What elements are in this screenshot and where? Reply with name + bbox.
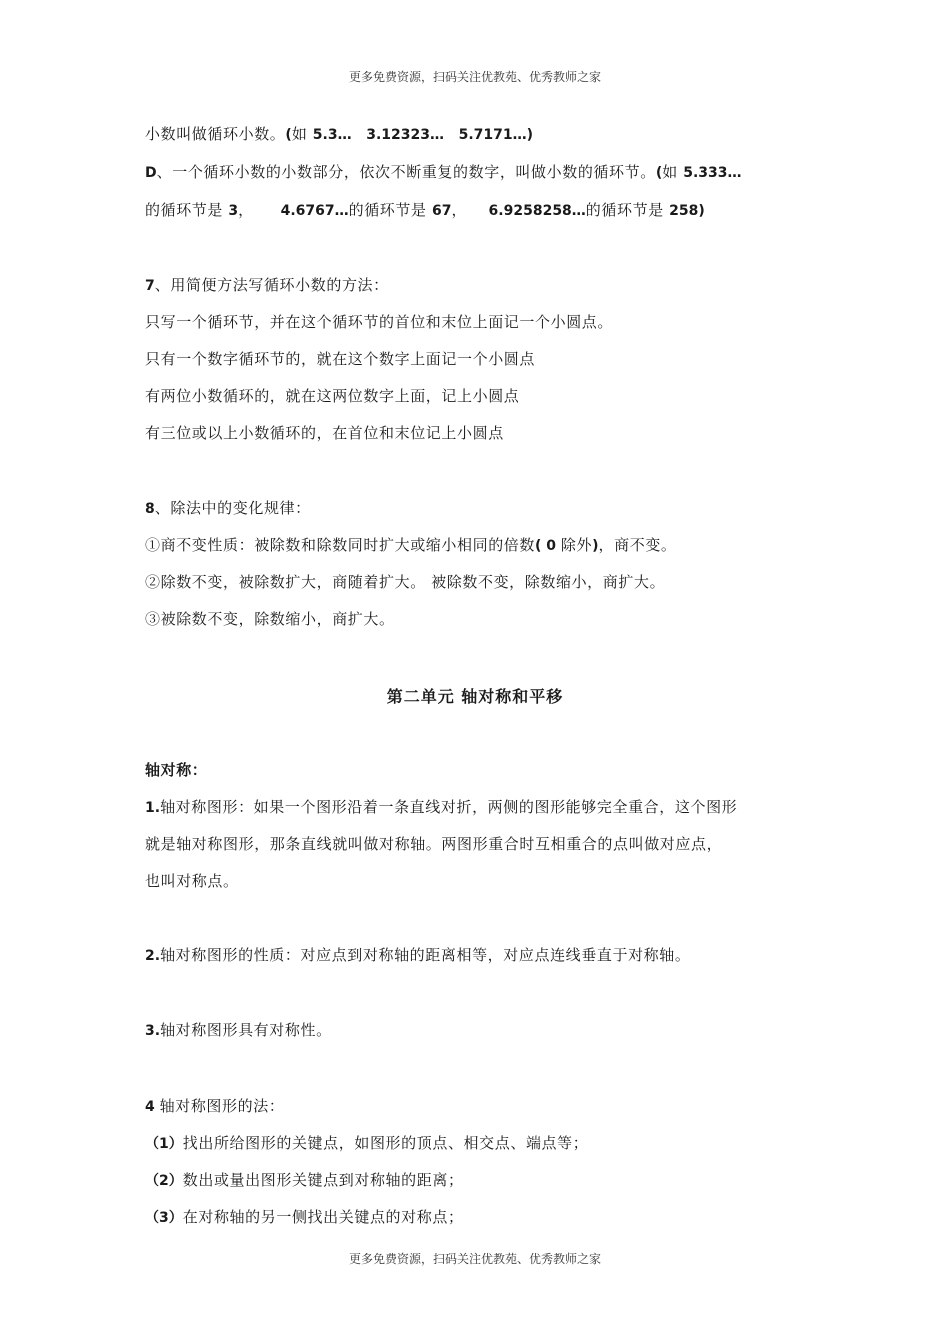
text-line <box>145 1207 464 1228</box>
text-span: 7 <box>145 278 155 294</box>
text-line <box>145 200 705 221</box>
text-span: D <box>145 165 157 181</box>
text-span: 如 <box>662 163 684 181</box>
text-span: 5.333… <box>683 165 742 181</box>
text-span: 5.3… 3.12323… 5.7171…) <box>312 127 534 143</box>
text-span: 的循环节是 <box>145 201 229 219</box>
text-span: 在对称轴的另一侧找出关键点的对称点； <box>182 1208 464 1226</box>
text-span: 除外 <box>560 536 593 554</box>
text-span: 的循环节是 <box>585 201 670 219</box>
text-line: ③被除数不变，除数缩小，商扩大。 <box>145 610 395 628</box>
text-span: 轴对称图形具有对称性。 <box>160 1021 332 1039</box>
section-7-heading <box>145 275 389 296</box>
text-span: （3） <box>145 1210 183 1226</box>
text-span: 轴对称图形的法： <box>159 1097 285 1115</box>
text-line <box>145 945 690 966</box>
text-line: 就是轴对称图形，那条直线就叫做对称轴。两图形重合时互相重合的点叫做对应点， <box>145 835 723 853</box>
text-span: 67 <box>431 203 452 219</box>
text-line <box>145 1133 588 1154</box>
text-span: ( <box>285 127 292 143</box>
text-span: 258) <box>669 203 705 219</box>
text-span: 轴对称图形的性质：对应点到对称轴的距离相等，对应点连线垂直于对称轴。 <box>160 946 691 964</box>
text-span: 3. <box>145 1023 161 1039</box>
text-line: 也叫对称点。 <box>145 872 239 890</box>
section-8-heading <box>145 498 311 519</box>
text-span: ( <box>655 165 663 181</box>
text-span: 、用简便方法写循环小数的方法： <box>154 276 389 294</box>
text-span: 、除法中的变化规律： <box>154 499 311 517</box>
text-span: 如 <box>291 125 313 143</box>
text-span: 2. <box>145 948 161 964</box>
text-span: 轴对称图形：如果一个图形沿着一条直线对折，两侧的图形能够完全重合，这个图形 <box>160 798 738 816</box>
unit-title: 第二单元 轴对称和平移 <box>386 687 564 706</box>
text-line: 有两位小数循环的，就在这两位数字上面，记上小圆点 <box>145 387 520 405</box>
page-footer: 更多免费资源，扫码关注优教苑、优秀教师之家 <box>348 1252 601 1266</box>
text-span: 3 <box>228 203 239 219</box>
text-span: 4.6767… <box>280 203 349 219</box>
text-line: 有三位或以上小数循环的，在首位和末位记上小圆点 <box>145 424 504 442</box>
text-span: 4 <box>145 1099 160 1115</box>
axis-symmetry-heading: 轴对称： <box>145 761 208 779</box>
text-line <box>145 162 742 183</box>
text-span: 、一个循环小数的小数部分，依次不断重复的数字，叫做小数的循环节。 <box>156 163 656 181</box>
text-span: ) <box>592 538 599 554</box>
text-span: 找出所给图形的关键点，如图形的顶点、相交点、端点等； <box>182 1134 589 1152</box>
text-line <box>145 797 737 818</box>
text-span: （1） <box>145 1136 183 1152</box>
text-span: 数出或量出图形关键点到对称轴的距离； <box>182 1171 464 1189</box>
text-line: ②除数不变，被除数扩大，商随着扩大。 被除数不变，除数缩小，商扩大。 <box>145 573 666 591</box>
text-line <box>145 535 677 556</box>
text-line <box>145 1096 284 1117</box>
text-span: ， <box>238 201 281 219</box>
text-line <box>145 1170 464 1191</box>
text-span: ，商不变。 <box>598 536 677 554</box>
page-header: 更多免费资源，扫码关注优教苑、优秀教师之家 <box>348 70 601 84</box>
text-span: ( 0 <box>535 538 561 554</box>
text-span: 6.9258258… <box>488 203 586 219</box>
text-span: 1. <box>145 800 161 816</box>
text-span: （2） <box>145 1173 183 1189</box>
text-line: 只有一个数字循环节的，就在这个数字上面记一个小圆点 <box>145 350 536 368</box>
text-line <box>145 124 533 145</box>
text-span: 小数叫做循环小数。 <box>145 125 286 143</box>
text-line: 只写一个循环节，并在这个循环节的首位和末位上面记一个小圆点。 <box>145 313 614 331</box>
text-span: 8 <box>145 501 155 517</box>
text-span: ①商不变性质：被除数和除数同时扩大或缩小相同的倍数 <box>145 536 536 554</box>
text-line <box>145 1020 332 1041</box>
text-span: 的循环节是 <box>348 201 432 219</box>
text-span: ， <box>451 201 489 219</box>
